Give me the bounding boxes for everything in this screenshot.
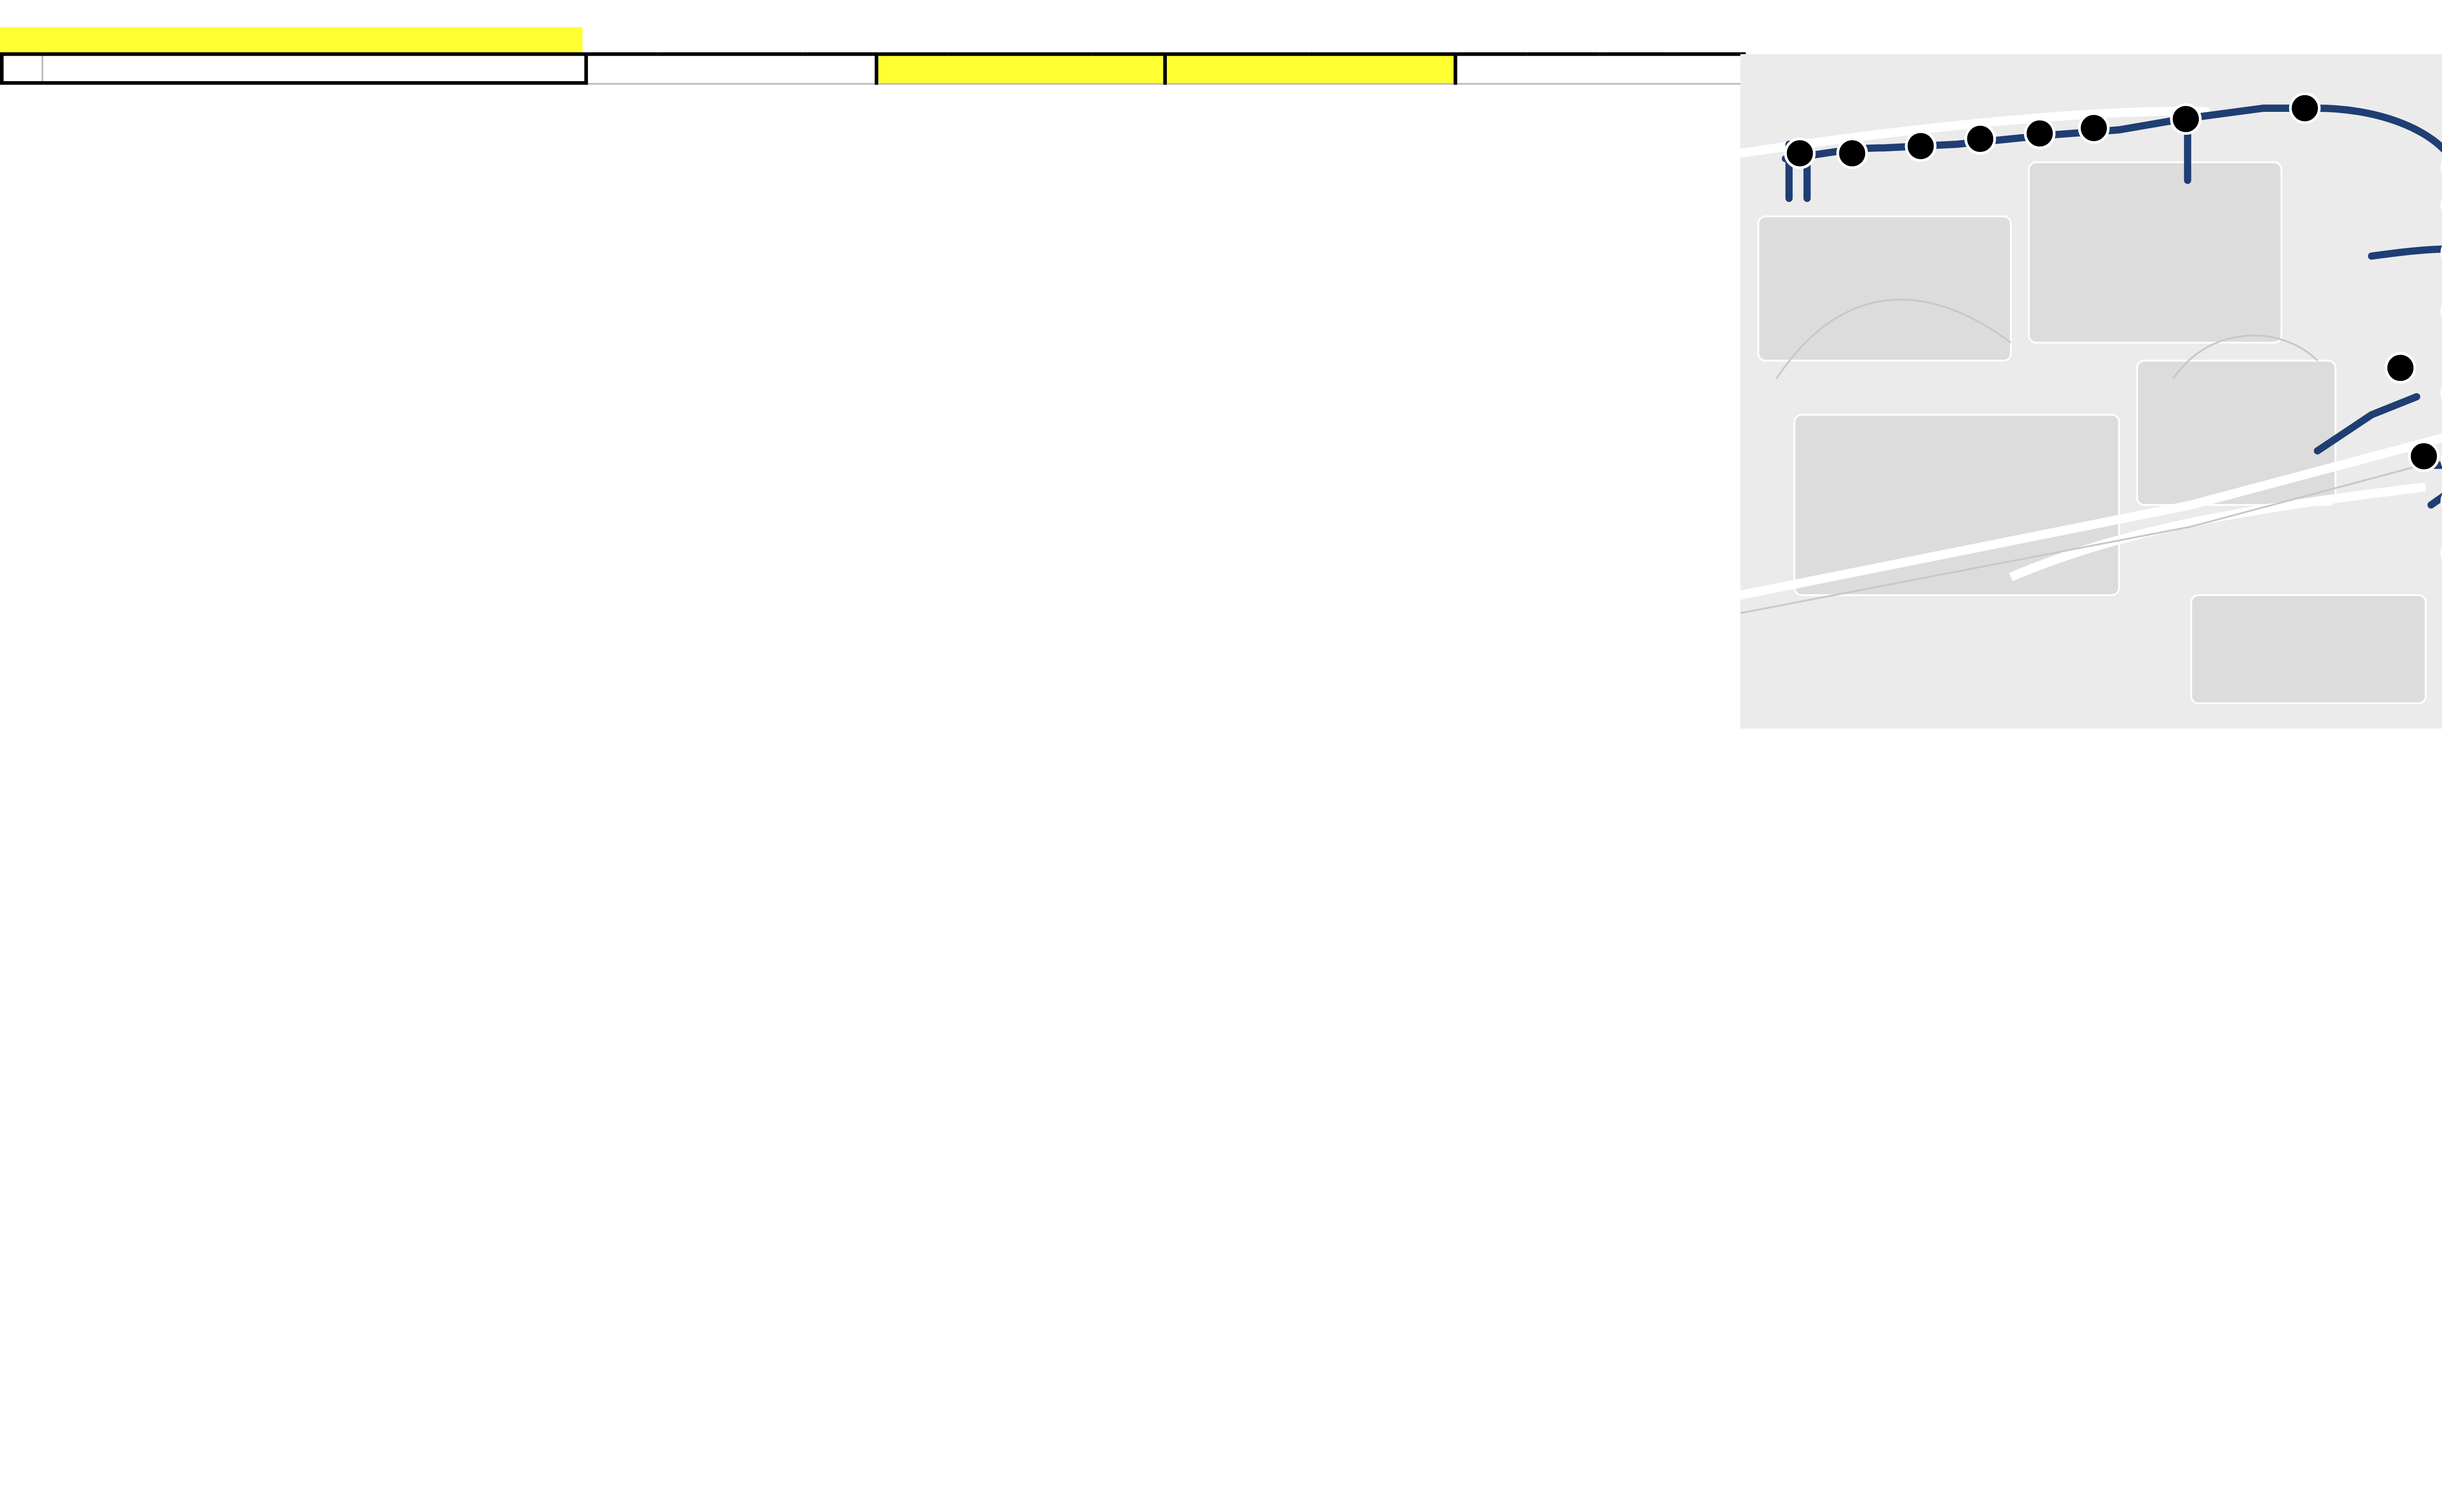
- map-marker-15[interactable]: [2409, 442, 2438, 471]
- westbound-header: [1455, 54, 1744, 83]
- id-header: [2, 54, 42, 83]
- map-marker-1[interactable]: [1786, 139, 1814, 168]
- volume-table: [0, 52, 1746, 84]
- page-title: [0, 0, 5, 27]
- map-marker-5[interactable]: [2025, 119, 2054, 148]
- scenario-subtitle: [0, 27, 583, 54]
- southbound-header: [877, 54, 1165, 83]
- map-marker-3[interactable]: [1906, 132, 1935, 161]
- map-marker-10[interactable]: [2386, 354, 2415, 382]
- intersection-header: [42, 54, 586, 83]
- map-marker-8[interactable]: [2291, 94, 2319, 123]
- map-marker-2[interactable]: [1838, 139, 1867, 168]
- eastbound-header: [1165, 54, 1455, 83]
- map-marker-6[interactable]: [2080, 114, 2108, 143]
- northbound-header: [586, 54, 877, 83]
- map-marker-7[interactable]: [2171, 105, 2200, 133]
- study-area-map: [1740, 54, 2442, 729]
- map-marker-4[interactable]: [1966, 125, 1995, 153]
